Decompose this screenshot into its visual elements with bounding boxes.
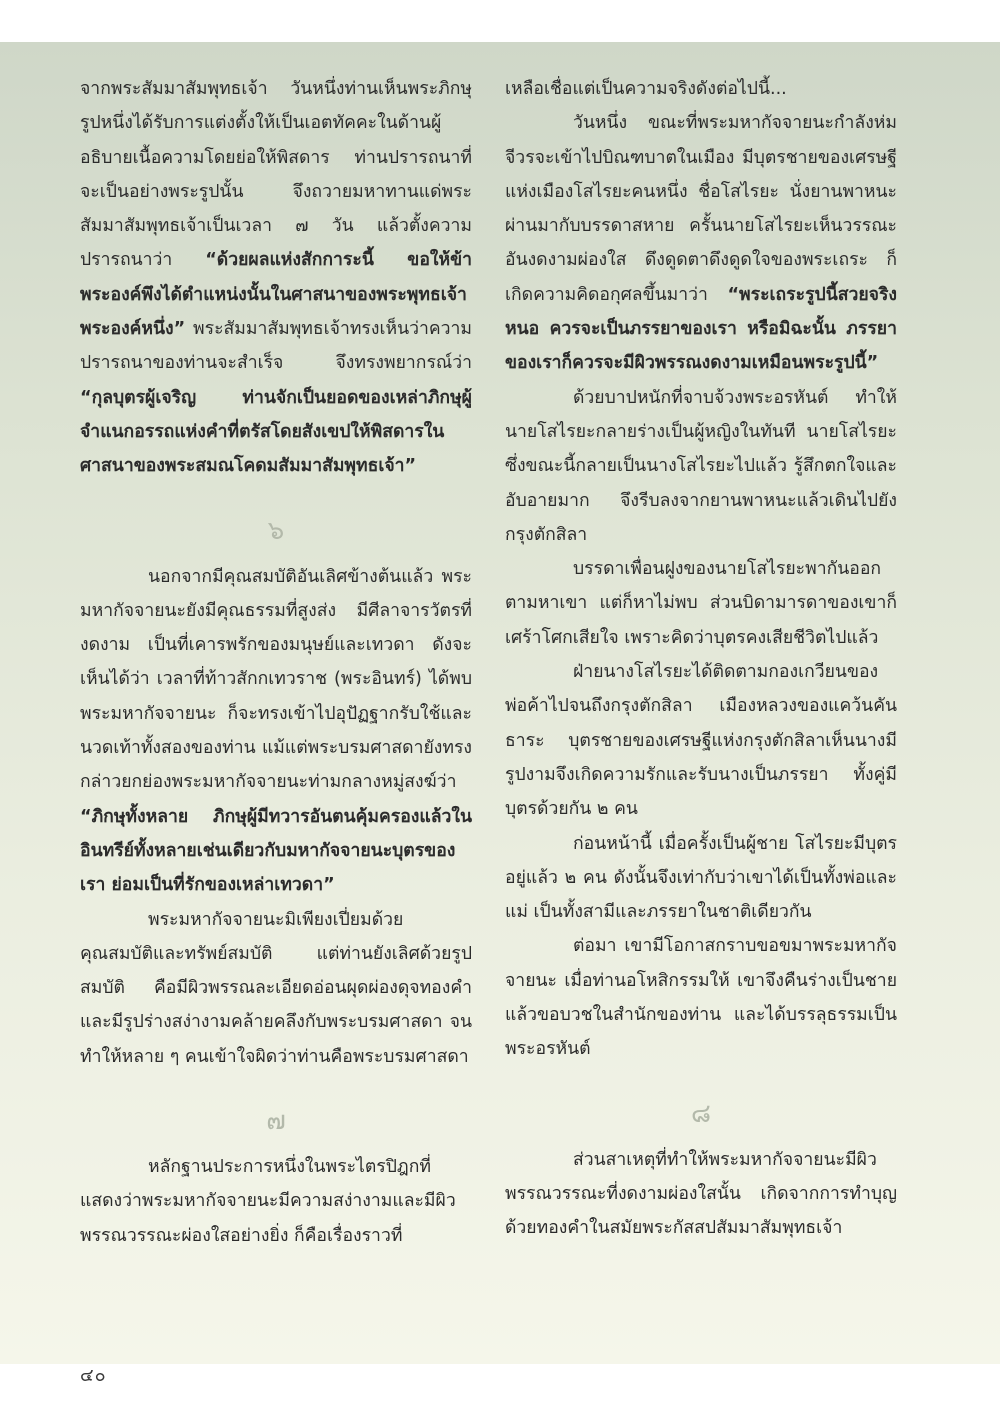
paragraph: หลักฐานประการหนึ่งในพระไตรปิฎกที่แสดงว่าพระมหากัจจายนะมีความสง่างามและมีผิวพรรณวรรณะผ่องใสอย่างยิ่ง ก็คือเรื่องราวที่ xyxy=(80,1157,456,1246)
section-number-6: ๖ xyxy=(267,515,285,546)
body-text: วันหนึ่ง ขณะที่พระมหากัจจายนะกำลังห่มจีวรจะเข้าไปบิณฑบาตในเมือง มีบุตรชายของเศรษฐีแห่งเมืองโสไรยะคนหนึ่ง ชื่อโสไรยะ นั่งยานพาหนะผ่านมากับบรรดาสหาย ครั้นนายโสไรยะเห็นวรรณะอันงดงามผ่องใส ดึงดูดตาดึงดูดใจของพระเถระ ก็เกิดความคิดอกุศลขึ้นมาว่า xyxy=(505,113,897,305)
paragraph: ฝ่ายนางโสไรยะได้ติดตามกองเกวียนของพ่อค้าไปจนถึงกรุงตักสิลา เมืองหลวงของแคว้นคันธาระ บุตรชายของเศรษฐีแห่งกรุงตักสิลาเห็นนางมีรูปงามจึงเกิดความรักและรับนางเป็นภรรยา ทั้งคู่มีบุตรด้วยกัน ๒ คน xyxy=(505,662,897,820)
paragraph: เหลือเชื่อแต่เป็นความจริงดังต่อไปนี้... xyxy=(505,79,787,99)
paragraph: ส่วนสาเหตุที่ทำให้พระมหากัจจายนะมีผิวพรรณวรรณะที่งดงามผ่องใสนั้น เกิดจากการทำบุญด้วยทองคำในสมัยพระกัสสปสัมมาสัมพุทธเจ้า xyxy=(505,1149,897,1239)
page-number: ๔๐ xyxy=(80,1365,107,1386)
paragraph xyxy=(505,106,897,380)
paragraph xyxy=(80,560,472,903)
paragraph: ต่อมา เขามีโอกาสกราบขอขมาพระมหากัจจายนะ เมื่อท่านอโหสิกรรมให้ เขาจึงคืนร่างเป็นชาย แล้วขอบวชในสำนักของท่าน และได้บรรลุธรรมเป็นพระอรหันต์ xyxy=(505,936,897,1060)
quote-text: “ด้วยผลแห่งสักการะนี้ ขอให้ข้าพระองค์พึงได้ตำแหน่งนั้นในศาสนาของพระพุทธเจ้าพระองค์หนึ่ง” xyxy=(80,250,472,340)
quote-text: “ภิกษุทั้งหลาย ภิกษุผู้มีทวารอันตนคุ้มครองแล้วในอินทรีย์ทั้งหลายเช่นเดียวกับมหากัจจายนะบุตรของเรา ย่อมเป็นที่รักของเหล่าเทวดา” xyxy=(80,806,472,896)
body-text: นอกจากมีคุณสมบัติอันเลิศข้างต้นแล้ว พระมหากัจจายนะยังมีคุณธรรมที่สูงส่ง มีศีลาจารวัตรที่งดงาม เป็นที่เคารพรักของมนุษย์และเทวดา ดังจะเห็นได้ว่า เวลาที่ท้าวสักกเทวราช (พระอินทร์) ได้พบพระมหากัจจายนะ ก็จะทรงเข้าไปอุปัฏฐากรับใช้และนวดเท้าทั้งสองของท่าน แม้แต่พระบรมศาสดายังทรงกล่าวยกย่องพระมหากัจจายนะท่ามกลางหมู่สงฆ์ว่า xyxy=(80,566,472,793)
body-text: พระสัมมาสัมพุทธเจ้าทรงเห็นว่าความปรารถนาของท่านจะสำเร็จ จึงทรงพยากรณ์ว่า xyxy=(80,319,472,374)
paragraph: พระมหากัจจายนะมิเพียงเปี่ยมด้วยคุณสมบัติและทรัพย์สมบัติ แต่ท่านยังเลิศด้วยรูปสมบัติ คือมีผิวพรรณละเอียดอ่อนผุดผ่องดุจทองคำ และมีรูปร่างสง่างามคล้ายคลึงกับพระบรมศาสดา จนทำให้หลาย ๆ คนเข้าใจผิดว่าท่านคือพระบรมศาสดา xyxy=(80,909,472,1067)
section-number-7: ๗ xyxy=(266,1106,286,1137)
paragraph: บรรดาเพื่อนฝูงของนายโสไรยะพากันออกตามหาเขา แต่ก็หาไม่พบ ส่วนบิดามารดาของเขาก็เศร้าโศกเสียใจ เพราะคิดว่าบุตรคงเสียชีวิตไปแล้ว xyxy=(505,559,897,648)
paragraph xyxy=(80,72,472,484)
quote-text: “พระเถระรูปนี้สวยจริงหนอ ควรจะเป็นภรรยาของเรา หรือมิฉะนั้น ภรรยาของเราก็ควรจะมีผิวพรรณงดงามเหมือนพระรูปนี้” xyxy=(505,284,897,374)
quote-text: “กุลบุตรผู้เจริญ ท่านจักเป็นยอดของเหล่าภิกษุผู้จำแนกอรรถแห่งคำที่ตรัสโดยสังเขปให้พิสดารในศาสนาของพระสมณโคดมสัมมาสัมพุทธเจ้า” xyxy=(80,387,472,477)
right-column xyxy=(505,72,897,1246)
page-background xyxy=(0,42,1000,1364)
section-number-8: ๘ xyxy=(690,1098,712,1129)
left-column xyxy=(80,72,472,1253)
paragraph: ด้วยบาปหนักที่จาบจ้วงพระอรหันต์ ทำให้นายโสไรยะกลายร่างเป็นผู้หญิงในทันที นายโสไรยะซึ่งขณะนี้กลายเป็นนางโสไรยะไปแล้ว รู้สึกตกใจและอับอายมาก จึงรีบลงจากยานพาหนะแล้วเดินไปยังกรุงตักสิลา xyxy=(505,387,897,545)
body-text: จากพระสัมมาสัมพุทธเจ้า วันหนึ่งท่านเห็นพระภิกษุรูปหนึ่งได้รับการแต่งตั้งให้เป็นเอตทัคคะในด้านผู้อธิบายเนื้อความโดยย่อให้พิสดาร ท่านปรารถนาที่จะเป็นอย่างพระรูปนั้น จึงถวายมหาทานแด่พระสัมมาสัมพุทธเจ้าเป็นเวลา ๗ วัน แล้วตั้งความปรารถนาว่า xyxy=(80,79,472,271)
paragraph: ก่อนหน้านี้ เมื่อครั้งเป็นผู้ชาย โสไรยะมีบุตรอยู่แล้ว ๒ คน ดังนั้นจึงเท่ากับว่าเขาได้เป็นทั้งพ่อและแม่ เป็นทั้งสามีและภรรยาในชาติเดียวกัน xyxy=(505,833,897,923)
